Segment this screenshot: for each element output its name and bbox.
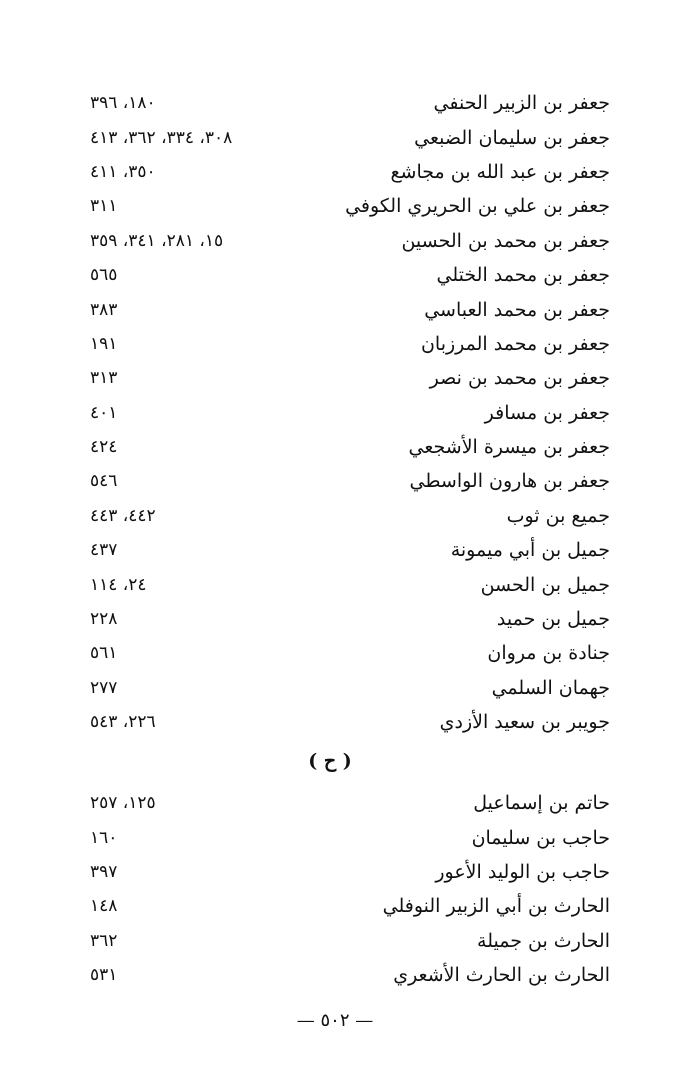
entry-pages: ٣٩٧ (90, 861, 118, 882)
entry-pages: ١٦٠ (90, 827, 118, 848)
entry-pages: ٣١١ (90, 196, 118, 217)
entry-pages: ٤٣٧ (90, 540, 118, 561)
entry-name: جعفر بن محمد العباسي (424, 298, 610, 321)
section-heading-ha: ( ح ) (308, 750, 352, 772)
index-entry (90, 396, 610, 430)
entry-name: جعفر بن علي بن الحريري الكوفي (345, 195, 610, 218)
index-entry (90, 855, 610, 889)
entry-name: جعفر بن مسافر (484, 401, 610, 424)
index-entry (90, 602, 610, 636)
entry-name: جعفر بن محمد بن الحسين (401, 229, 610, 252)
entry-pages: ٥٦٥ (90, 265, 118, 286)
entry-name: جميل بن أبي ميمونة (450, 539, 610, 562)
entry-name: جعفر بن سليمان الضبعي (414, 126, 610, 149)
page-number: — ٥٠٢ — (296, 1010, 374, 1031)
entry-name: الحارث بن جميلة (477, 929, 610, 952)
entry-name: حاجب بن سليمان (471, 826, 610, 849)
entry-name: الحارث بن أبي الزبير النوفلي (382, 895, 610, 918)
index-entry (90, 786, 610, 820)
index-entry (90, 292, 610, 326)
entry-name: جميع بن ثوب (506, 504, 610, 527)
entry-name: جميل بن الحسن (480, 573, 610, 596)
entry-name: جعفر بن محمد بن نصر (429, 367, 610, 390)
entry-pages: ٥٣١ (90, 965, 118, 986)
index-entry (90, 464, 610, 498)
entry-name: الحارث بن الحارث الأشعري (393, 964, 610, 987)
entry-name: جعفر بن عبد الله بن مجاشع (390, 160, 610, 183)
entry-name: جنادة بن مروان (487, 642, 610, 665)
index-entry (90, 430, 610, 464)
index-entry (90, 958, 610, 992)
index-entry (90, 189, 610, 223)
entry-name: جعفر بن محمد المرزبان (420, 332, 610, 355)
index-entry (90, 361, 610, 395)
entry-pages: ٤٤٢، ٤٤٣ (90, 505, 156, 526)
index-entry (90, 533, 610, 567)
index-entry (90, 86, 610, 120)
index-entry (90, 705, 610, 739)
index-entry (90, 636, 610, 670)
entry-pages: ٢٧٧ (90, 677, 118, 698)
index-entry (90, 258, 610, 292)
index-entry (90, 155, 610, 189)
entry-name: جعفر بن ميسرة الأشجعي (408, 436, 610, 459)
entry-pages: ١٨٠، ٣٩٦ (90, 93, 156, 114)
entry-pages: ١٢٥، ٢٥٧ (90, 793, 156, 814)
entry-name: جعفر بن الزبير الحنفي (433, 92, 610, 115)
entry-name: جويبر بن سعيد الأزدي (439, 711, 610, 734)
entry-pages: ٤٢٤ (90, 437, 118, 458)
index-list-ha (90, 786, 610, 992)
entry-pages: ٥٦١ (90, 643, 118, 664)
index-entry (90, 120, 610, 154)
index-entry (90, 499, 610, 533)
index-list-jim (90, 86, 610, 739)
entry-pages: ٥٤٦ (90, 471, 118, 492)
entry-pages: ١٤٨ (90, 896, 118, 917)
entry-name: حاجب بن الوليد الأعور (435, 860, 610, 883)
index-entry (90, 820, 610, 854)
entry-pages: ٢٢٦، ٥٤٣ (90, 712, 156, 733)
entry-name: جميل بن حميد (496, 608, 610, 631)
entry-pages: ٣١٣ (90, 368, 118, 389)
entry-name: جهمان السلمي (491, 676, 610, 699)
entry-name: جعفر بن هارون الواسطي (409, 470, 610, 493)
entry-pages: ٣٦٢ (90, 930, 118, 951)
index-entry (90, 671, 610, 705)
index-entry (90, 924, 610, 958)
entry-pages: ٤٠١ (90, 402, 118, 423)
index-entry (90, 567, 610, 601)
entry-pages: ١٥، ٢٨١، ٣٤١، ٣٥٩ (90, 230, 224, 251)
entry-name: حاتم بن إسماعيل (473, 792, 610, 815)
entry-pages: ٢٤، ١١٤ (90, 574, 147, 595)
index-entry (90, 889, 610, 923)
entry-pages: ١٩١ (90, 333, 118, 354)
index-entry (90, 224, 610, 258)
entry-pages: ٢٢٨ (90, 609, 118, 630)
entry-pages: ٣٠٨، ٣٣٤، ٣٦٢، ٤١٣ (90, 127, 233, 148)
entry-name: جعفر بن محمد الختلي (436, 264, 610, 287)
entry-pages: ٣٨٣ (90, 299, 118, 320)
index-entry (90, 327, 610, 361)
entry-pages: ٣٥٠، ٤١١ (90, 161, 156, 182)
